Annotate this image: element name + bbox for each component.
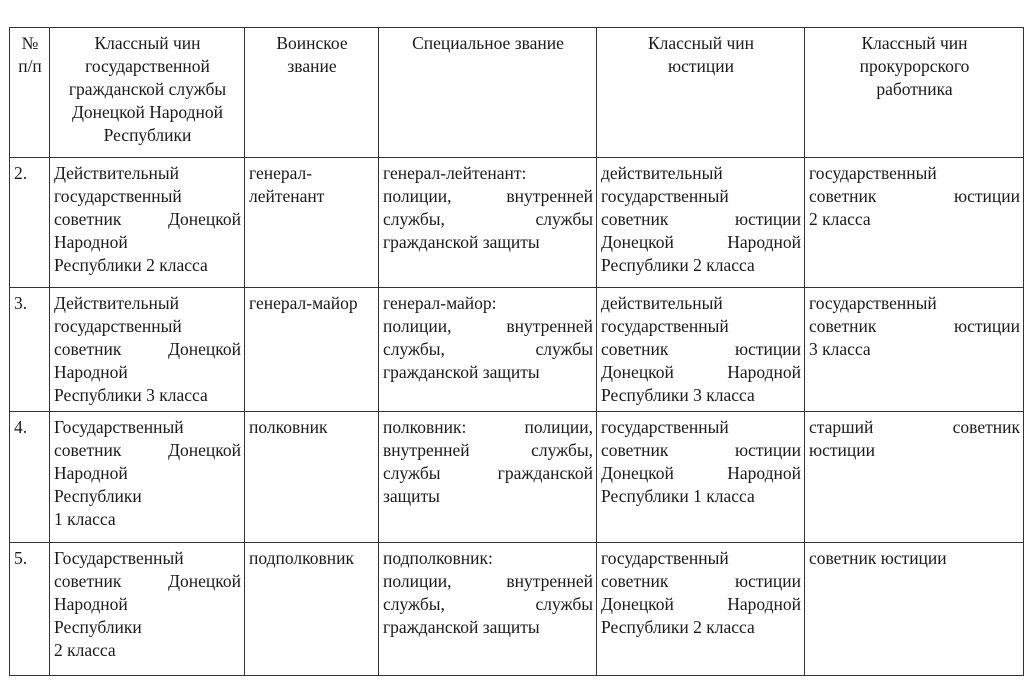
- military-rank-cell: генерал- лейтенант: [245, 158, 379, 288]
- header-num: № п/п: [10, 28, 50, 158]
- header-military-rank: Воинское звание: [245, 28, 379, 158]
- header-justice-rank: Классный чин юстиции: [597, 28, 805, 158]
- justice-rank-cell: действительный государственный советник юстиции Донецкой Народной Республики 3 класса: [597, 288, 805, 412]
- prosecutor-rank-cell: государственный советник юстиции 2 класса: [805, 158, 1024, 288]
- table-row: [10, 158, 1024, 288]
- header-civil-rank: Классный чин государственной гражданской службы Донецкой Народной Республики: [50, 28, 245, 158]
- ranks-table: [9, 27, 1024, 676]
- table-row: [10, 543, 1024, 676]
- justice-rank-cell: государственный советник юстиции Донецкой Народной Республики 1 класса: [597, 412, 805, 543]
- military-rank-cell: генерал-майор: [245, 288, 379, 412]
- military-rank-cell: подполковник: [245, 543, 379, 676]
- special-rank-cell: генерал-майор: полиции, внутренней службы, службы гражданской защиты: [379, 288, 597, 412]
- row-number: 2.: [10, 158, 50, 288]
- prosecutor-rank-cell: советник юстиции: [805, 543, 1024, 676]
- row-number: 3.: [10, 288, 50, 412]
- prosecutor-rank-cell: государственный советник юстиции 3 класса: [805, 288, 1024, 412]
- civil-rank-cell: Действительный государственный советник Донецкой Народной Республики 2 класса: [50, 158, 245, 288]
- table-row: [10, 412, 1024, 543]
- justice-rank-cell: государственный советник юстиции Донецкой Народной Республики 2 класса: [597, 543, 805, 676]
- military-rank-cell: полковник: [245, 412, 379, 543]
- special-rank-cell: полковник: полиции, внутренней службы, службы гражданской защиты: [379, 412, 597, 543]
- header-special-rank: Специальное звание: [379, 28, 597, 158]
- special-rank-cell: генерал-лейтенант: полиции, внутренней службы, службы гражданской защиты: [379, 158, 597, 288]
- header-row: [10, 28, 1024, 158]
- civil-rank-cell: Государственный советник Донецкой Народной Республики 1 класса: [50, 412, 245, 543]
- civil-rank-cell: Действительный государственный советник Донецкой Народной Республики 3 класса: [50, 288, 245, 412]
- header-prosecutor-rank: Классный чин прокурорского работника: [805, 28, 1024, 158]
- row-number: 5.: [10, 543, 50, 676]
- justice-rank-cell: действительный государственный советник юстиции Донецкой Народной Республики 2 класса: [597, 158, 805, 288]
- prosecutor-rank-cell: старший советник юстиции: [805, 412, 1024, 543]
- civil-rank-cell: Государственный советник Донецкой Народной Республики 2 класса: [50, 543, 245, 676]
- row-number: 4.: [10, 412, 50, 543]
- special-rank-cell: подполковник: полиции, внутренней службы, службы гражданской защиты: [379, 543, 597, 676]
- table-row: [10, 288, 1024, 412]
